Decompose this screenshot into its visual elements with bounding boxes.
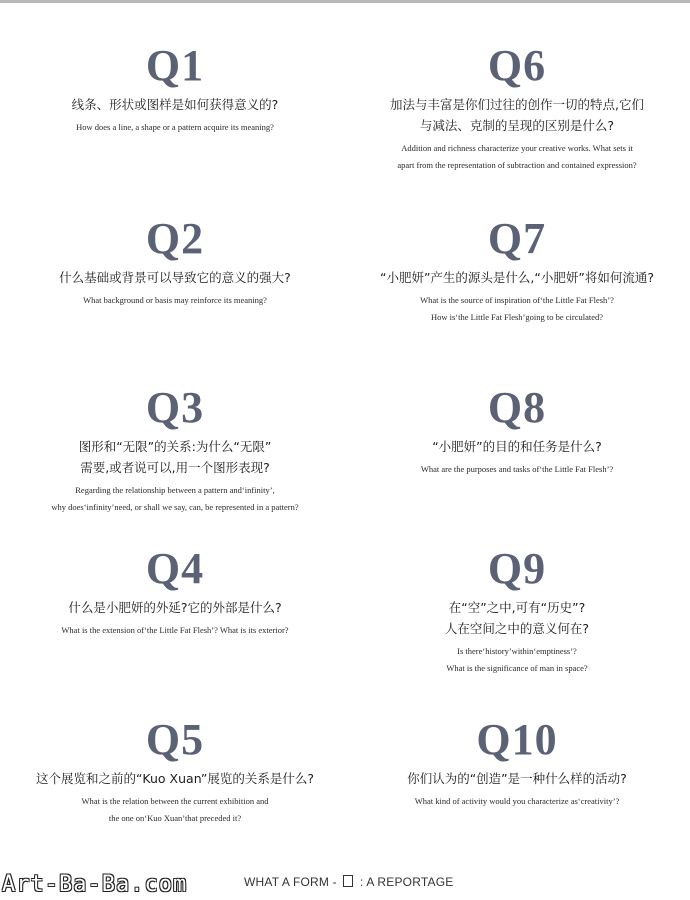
question-chinese: “小肥妍”产生的源头是什么,“小肥妍”将如何流通? [379, 270, 654, 285]
square-icon [343, 875, 353, 887]
top-divider [0, 0, 690, 3]
question-block-q4 [0, 544, 350, 639]
question-block-q1 [0, 41, 350, 136]
question-number: Q7 [487, 214, 547, 263]
question-number: Q6 [487, 41, 547, 90]
question-english: What is the source of inspiration of‘the Little Fat Flesh’? How is‘the Little Fat Flesh’going to be circulated? [420, 295, 614, 322]
question-english: What are the purposes and tasks of‘the Little Fat Flesh’? [420, 464, 614, 474]
question-block-q5 [0, 715, 350, 827]
question-number: Q10 [476, 715, 558, 764]
question-block-q9 [344, 544, 690, 677]
question-block-q8 [344, 383, 690, 478]
question-block-q6 [344, 41, 690, 174]
question-number: Q1 [145, 41, 205, 90]
question-number: Q8 [487, 383, 547, 432]
question-chinese: 什么是小肥妍的外延?它的外部是什么? [68, 600, 282, 615]
question-number: Q9 [487, 544, 547, 593]
question-chinese: 什么基础或背景可以导致它的意义的强大? [59, 270, 291, 285]
question-chinese: 加法与丰富是你们过往的创作一切的特点,它们 与减法、克制的呈现的区别是什么? [390, 97, 644, 133]
question-number: Q3 [145, 383, 205, 432]
question-chinese: 你们认为的“创造”是一种什么样的活动? [407, 771, 627, 786]
question-chinese: 在“空”之中,可有“历史”? 人在空间之中的意义何在? [444, 600, 590, 636]
question-english: Regarding the relationship between a pattern and‘infinity’, why does‘infinity’need, or shall we say, can, be represented in a pattern? [51, 485, 299, 512]
watermark-text: Art-Ba-Ba.com [2, 872, 188, 897]
question-block-q7 [344, 214, 690, 326]
footer-title [244, 875, 453, 889]
question-chinese: “小肥妍”的目的和任务是什么? [432, 439, 602, 454]
question-number: Q2 [145, 214, 205, 263]
question-block-q2 [0, 214, 350, 309]
question-number: Q4 [145, 544, 205, 593]
question-chinese: 线条、形状或图样是如何获得意义的? [71, 97, 279, 112]
question-chinese: 这个展览和之前的“Kuo Xuan”展览的关系是什么? [35, 771, 315, 786]
question-english: Is there‘history’within‘emptiness’? What is the significance of man in space? [446, 646, 588, 673]
question-english: What is the relation between the current exhibition and the one on‘Kuo Xuan’that preceded it? [81, 796, 269, 823]
question-english: What is the extension of‘the Little Fat Flesh’? What is its exterior? [61, 625, 289, 635]
question-english: What background or basis may reinforce its meaning? [83, 295, 267, 305]
question-number: Q5 [145, 715, 205, 764]
question-english: Addition and richness characterize your creative works. What sets it apart from the representation of subtraction and contained expression? [397, 143, 637, 170]
footer-title-right: : A REPORTAGE [359, 875, 454, 889]
question-english: How does a line, a shape or a pattern acquire its meaning? [76, 122, 274, 132]
footer-title-left: WHAT A FORM - [244, 875, 337, 889]
question-chinese: 图形和“无限”的关系:为什么“无限” 需要,或者说可以,用一个图形表现? [78, 439, 272, 475]
question-block-q10 [344, 715, 690, 810]
question-english: What kind of activity would you characterize as‘creativity’? [414, 796, 620, 806]
question-block-q3 [0, 383, 350, 516]
